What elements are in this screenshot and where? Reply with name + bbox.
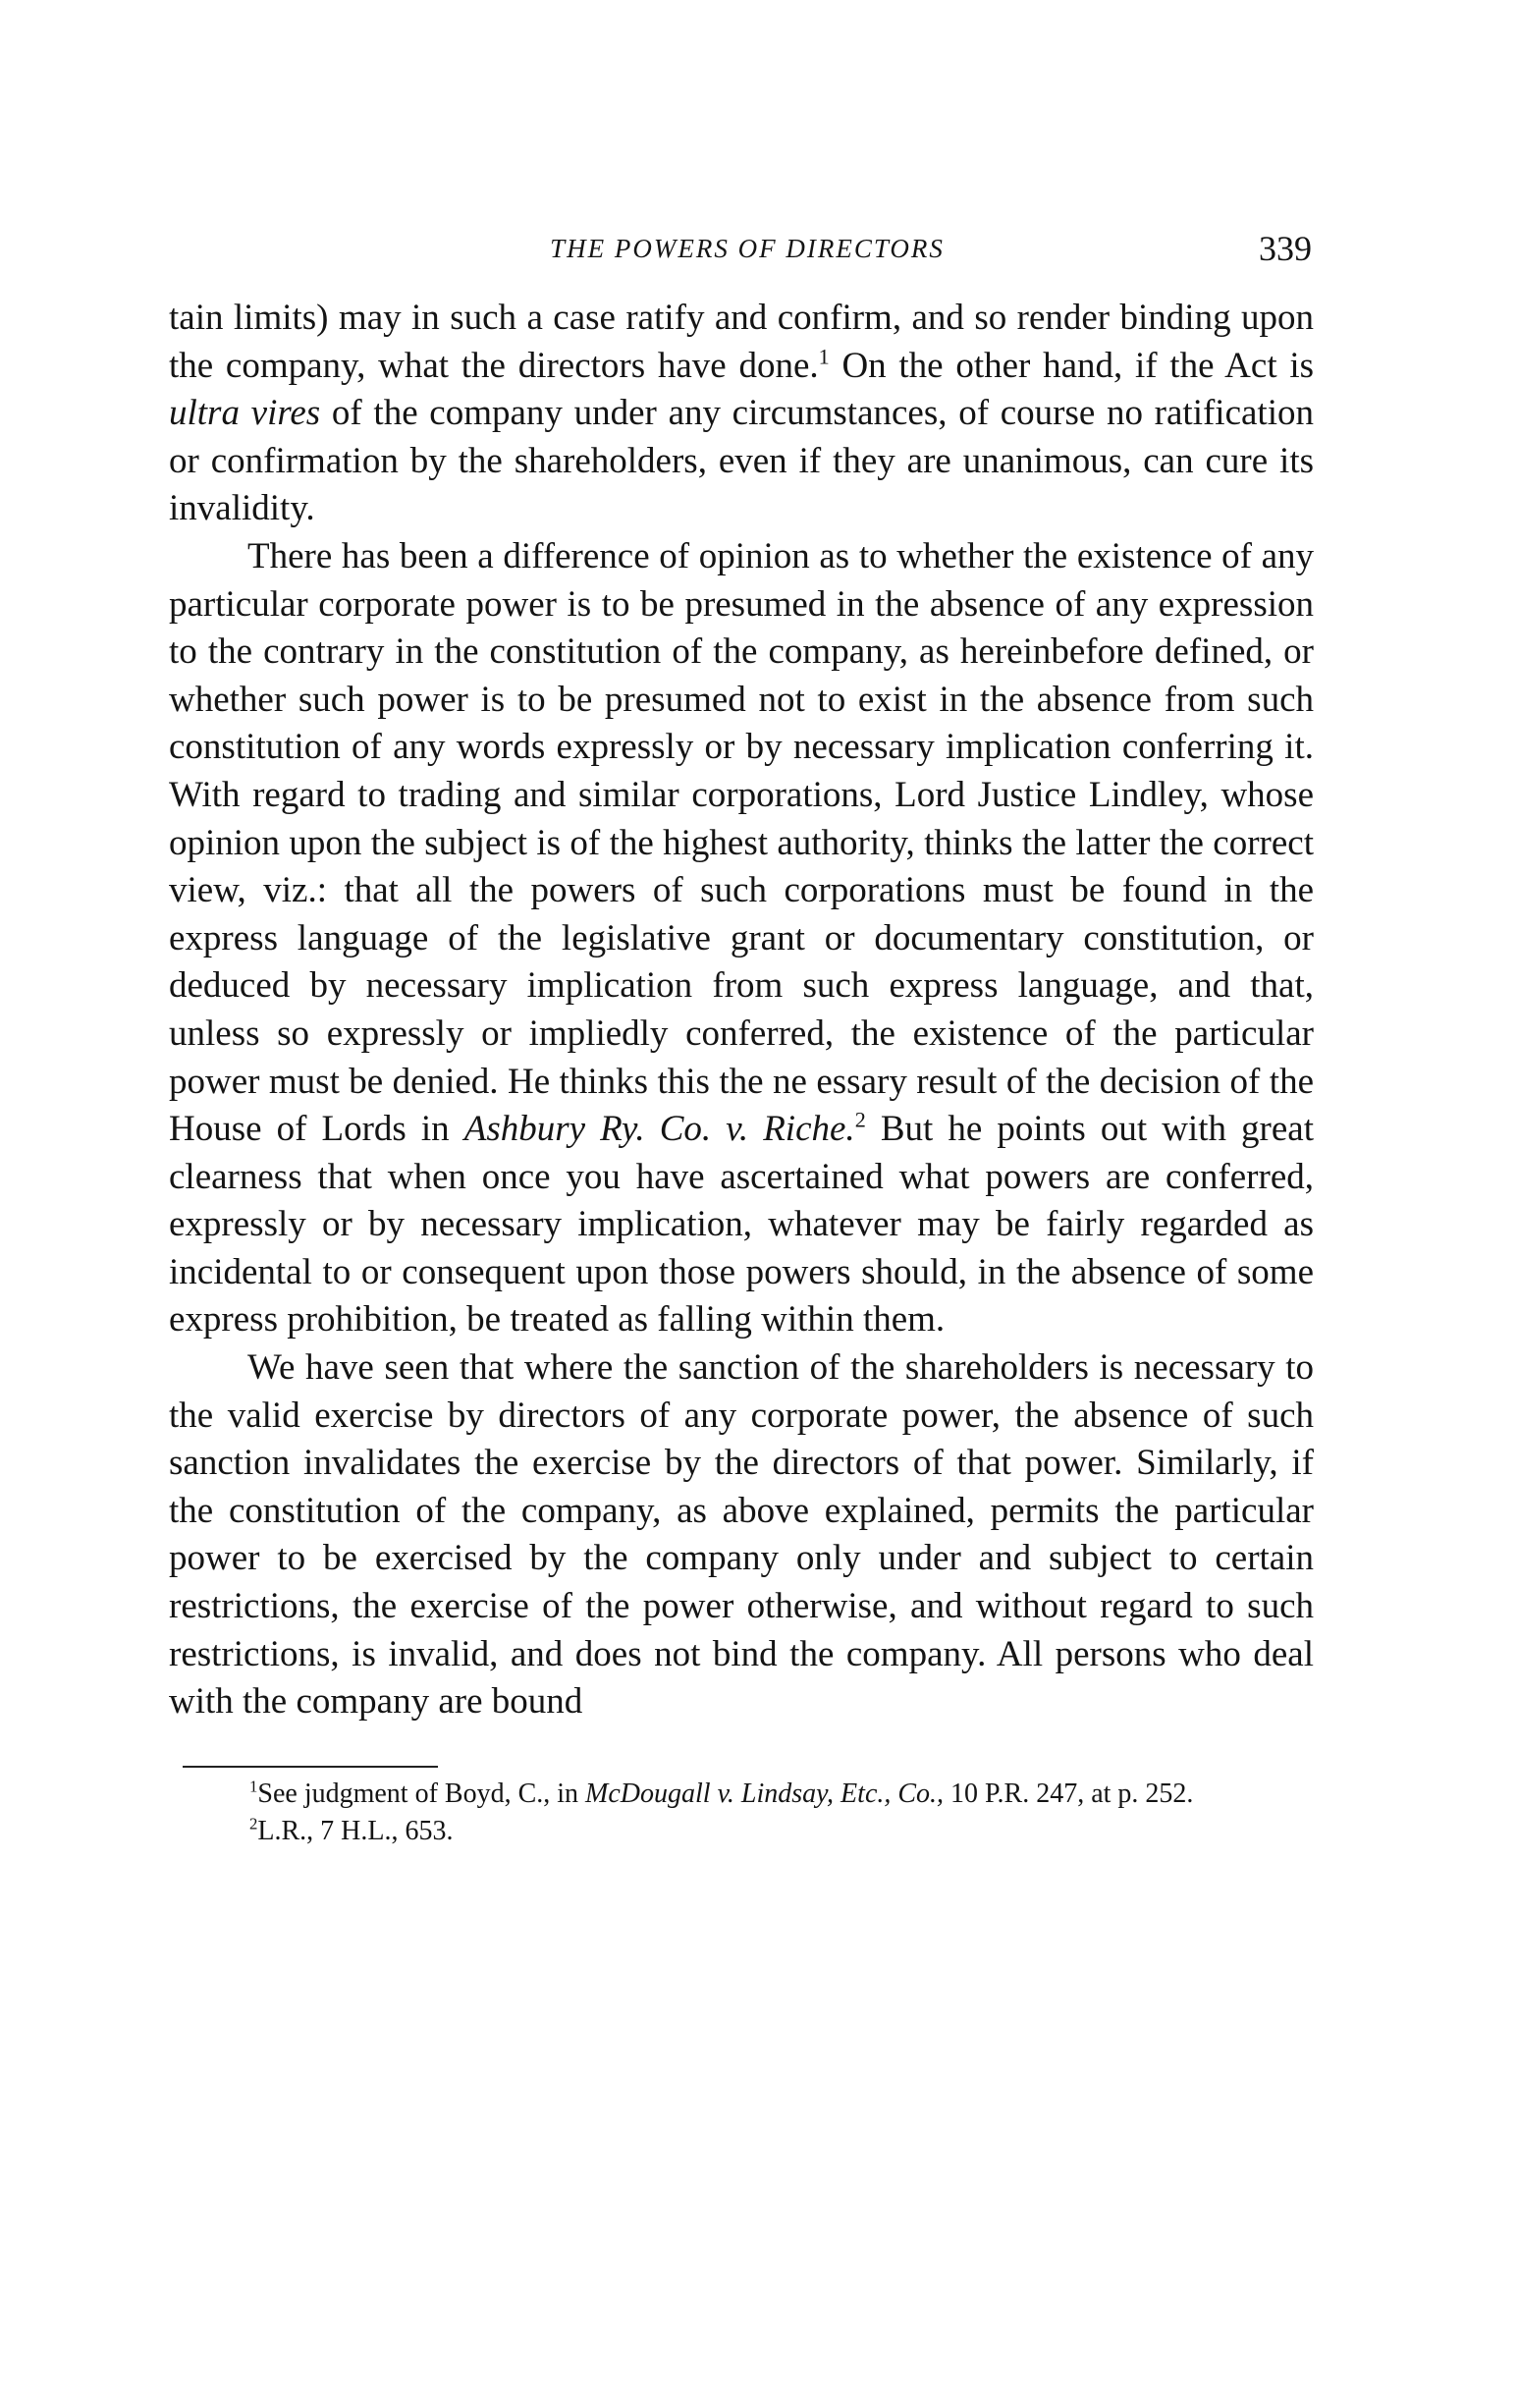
- footnote: [177, 1776, 1316, 1813]
- page-number: 339: [1259, 229, 1312, 268]
- text-run: On the other hand, if the Act is: [829, 345, 1315, 386]
- paragraph: [169, 533, 1314, 1344]
- footnotes: [177, 1776, 1316, 1850]
- text-run: L.R., 7 H.L., 653.: [257, 1816, 454, 1846]
- footnote-marker: 2: [249, 1814, 258, 1833]
- text-run: tain limits) may in such a case ratify and confirm, and so render binding upon the company, what the directors have done.: [169, 298, 1314, 386]
- case-citation: Ashbury Ry. Co. v. Riche.: [463, 1109, 855, 1150]
- text-run: of the company under any circumstances, of course no ratification or confirmation by the shareholders, even if they are unanimous, can cure its invalidity.: [169, 393, 1314, 529]
- case-citation: McDougall v. Lindsay, Etc., Co.,: [585, 1779, 945, 1809]
- latin-phrase: ultra vires: [169, 393, 321, 434]
- text-run: But he points out with great clearness that when once you have ascertained what powers are conferred, expressly or by necessary implication, whatever may be fairly regarded as incidental to or consequent upon those powers should, in the absence of some express prohibition, be treated as falling within them.: [169, 1109, 1314, 1341]
- footnote-marker: 1: [249, 1777, 258, 1796]
- text-run: 10 P.R. 247, at p. 252.: [944, 1779, 1194, 1809]
- paragraph: [169, 1344, 1314, 1726]
- body-text: [169, 295, 1314, 1726]
- footnote-ref: 1: [818, 344, 830, 369]
- text-run: We have seen that where the sanction of the shareholders is necessary to the valid exercise by directors of any corporate power, the absence of such sanction invalidates the exercise by the directors of that power. Similarly, if the constitution of the company, as above explained, permits the particular power to be exercised by the company only under and subject to certain restrictions, the exercise of the power otherwise, and without regard to such restrictions, is invalid, and does not bind the company. All persons who deal with the company are bound: [169, 1347, 1314, 1723]
- footnote-rule: [183, 1766, 438, 1768]
- paragraph-continuation: [169, 295, 1314, 533]
- text-run: See judgment of Boyd, C., in: [257, 1779, 586, 1809]
- text-run: There has been a difference of opinion as to whether the existence of any particular corporate power is to be presumed in the absence of any expression to the contrary in the constitution of the company, as hereinbefore defined, or whether such power is to be presumed not to exist in the absence from such constitution of any words expressly or by necessary implication conferring it. With regard to trading and similar corporations, Lord Justice Lindley, whose opinion upon the subject is of the highest authority, thinks the latter the correct view, viz.: that all the powers of such corporations must be found in the express language of the legislative grant or documentary constitution, or deduced by necessary implication from such express language, and that, unless so expressly or impliedly conferred, the existence of the particular power must be denied. He thinks this the ne essary result of the decision of the House of Lords in: [169, 535, 1314, 1150]
- running-title: THE POWERS OF DIRECTORS: [550, 234, 945, 263]
- footnote-ref: 2: [854, 1107, 866, 1132]
- running-header: [183, 228, 1312, 277]
- footnote: [177, 1813, 1316, 1850]
